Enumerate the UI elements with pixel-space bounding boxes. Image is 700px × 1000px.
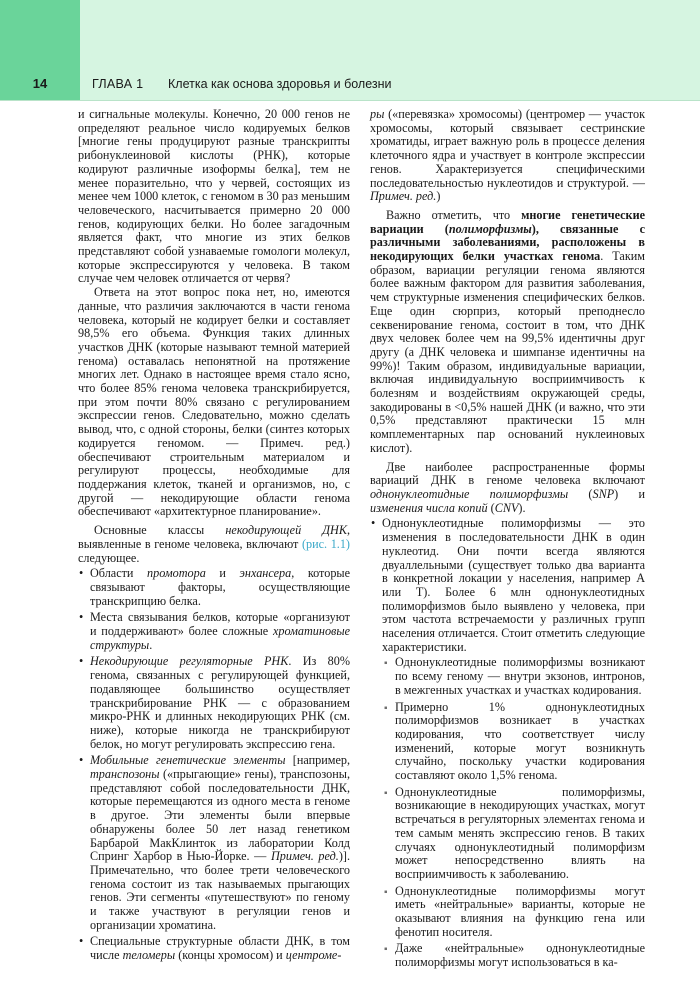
sub-list-item: ▪ Даже «нейтральные» однонуклеотидные полиморфизмы могут использоваться в ка- xyxy=(382,942,645,969)
paragraph: ры («перевязка» хромосомы) (центромер — участок хромосомы, который связывает сестринские хроматиды, играет важную роль в процессе деления клеточного ядра и участвует в контроле экспрессии генов. Характеризуется специфическими последовательностью нуклеотидов и структурой. — Примеч. ред.) xyxy=(370,107,645,204)
noncoding-dna-list xyxy=(78,567,350,963)
sub-list-item: ▪ Однонуклеотидные полиморфизмы возникают по всему геному — внутри экзонов, интронов, в межгенных участках и участках кодирования. xyxy=(382,656,645,697)
paragraph: Две наиболее распространенные формы вариаций ДНК в геноме человека включают однонуклеотидные полиморфизмы (SNP) и изменения числа копий (CNV). xyxy=(370,459,646,515)
chapter-label: ГЛАВА 1 xyxy=(92,77,144,91)
list-item: • Места связывания белков, которые «организуют и поддерживают» более сложные хроматиновые структуры. xyxy=(78,611,350,652)
sub-list-item: ▪ Однонуклеотидные полиморфизмы могут иметь «нейтральные» варианты, которые не оказывают влияния на функцию гена или фенотип носителя. xyxy=(382,885,645,940)
paragraph: Ответа на этот вопрос пока нет, но, имеются данные, что различия заключаются в части генома человека, который не кодирует белки и составляет 98,5% его объема. Функция таких длинных участков ДНК (которые называют темной материей генома) оставалась непонятной на протяжение многих лет. Однако в настоящее время стало ясно, что более 85% генома человека транскрибируется, при этом почти 80% связано с регулированием экспрессии генов. Следовательно, можно сделать вывод, что, с одной стороны, белки (синтез которых кодируется геномом. — Примеч. ред.) обеспечивают строительным материалом и регулируют процессы, необходимые для поддержания клеток, тканей и организмов, но, с другой — некодирующие области генома обеспечивают «архитектурное планирование». xyxy=(78,285,350,519)
right-column xyxy=(370,108,645,973)
paragraph: Важно отметить, что многие генетические вариации (полиморфизмы), связанные с различными заболеваниями, расположены в некодирующих белки участках генома. Таким образом, вариации регуляции генома являются более важным фактором для развития заболевания, чем структурные изменения специфических белков. Еще один сюрприз, который преподнесло секвенирование генома, состоит в том, что ДНК двух человек более чем на 99,5% идентичны друг другу (а ДНК человека и шимпанзе идентичны на 99%)! Таким образом, индивидуальные вариации, включая индивидуальную восприимчивость к болезням и воздействиям окружающей среды, закодированы в <0,5% нашей ДНК (и важно, что эти 0,5% представляют практически 15 млн комплементарных пар оснований нуклеиновых кислот). xyxy=(370,207,646,455)
page-number: 14 xyxy=(32,76,48,91)
list-item: • Некодирующие регуляторные РНК. Из 80% генома, связанных с регулирующей функцией, подавляющее большинство осуществляет транскрибирование РНК — с образованием микро-РНК и длинных некодирующих РНК (см. ниже), которые никогда не транскрибируют белок, но могут регулировать экспрессию гена. xyxy=(78,655,350,751)
list-item: • Области промотора и энхансера, которые связывают факторы, осуществляющие транскрипцию белка. xyxy=(78,567,350,608)
sub-list-item: ▪ Примерно 1% однонуклеотидных полиморфизмов возникает в участках кодирования, что соответствует числу изменений, которые могут возникнуть случайно, поскольку участки кодирования составляют около 1,5% генома. xyxy=(382,701,645,783)
list-item: • Однонуклеотидные полиморфизмы — это изменения в последовательности ДНК в один нуклеотид. Они почти всегда являются двуаллельными (существует только два варианта в конкретной локации у населения, например А или Т). Более 6 млн однонуклеотидных полиморфизмов было выявлено у человека, при этом частота встречаемости у различных групп населения отличается. Стоит отметить следующие характеристики. ▪ Однонуклеотидные полиморфизмы возникают по всему геному — внутри экзонов, интронов, в межгенных участках и участках кодирования. ▪ Примерно 1% однонуклеотидных полиморфизмов возникает в участках кодирования, что соответствует числу изменений, которые могут возникнуть случайно, поскольку участки кодирования составляют около 1,5% генома. ▪ Однонуклеотидные полиморфизмы, возникающие в некодирующих участках, могут встречаться в регуляторных элементах генома и тем самым менять экспрессию генов. В таких случаях однонуклеотидный полиморфизм может непосредственно влиять на восприимчивость к заболеванию. ▪ Однонуклеотидные полиморфизмы могут иметь «нейтральные» варианты, которые не оказывают влияния на функцию гена или фенотип носителя. ▪ Даже «нейтральные» однонуклеотидные полиморфизмы могут использоваться в ка- xyxy=(370,517,645,970)
left-column xyxy=(78,108,350,966)
chapter-title: Клетка как основа здоровья и болезни xyxy=(168,77,392,91)
snp-characteristics-list xyxy=(382,656,645,969)
paragraph: и сигнальные молекулы. Конечно, 20 000 генов не определяют реальное число кодируемых белков [многие гены продуцируют разные транскрипты рибонуклеиновой кислоты (РНК), которые кодируют различные изоформы белка], тем не менее поразительно, что у червей, состоящих из менее чем 1000 клеток, с геномом в 30 раз меньшим человеческого, насчитывается примерно 20 000 генов, кодирующих белки. Но более загадочным является факт, что многие из этих белков представляют собой узнаваемые гомологи молекул, которые экспрессируются у человека. В таком случае чем человек отличается от червя? xyxy=(78,107,350,286)
sub-list-item: ▪ Однонуклеотидные полиморфизмы, возникающие в некодирующих участках, могут встречаться в регуляторных элементах генома и тем самым менять экспрессию генов. В таких случаях однонуклеотидный полиморфизм может непосредственно влиять на восприимчивость к заболеванию. xyxy=(382,786,645,882)
variation-list xyxy=(370,517,645,970)
header-divider xyxy=(0,100,700,101)
list-item: • Мобильные генетические элементы [например, транспозоны («прыгающие» гены), транспозоны, представляют собой последовательности ДНК, которые перемещаются из одного места в геноме в другое. Эти элементы были впервые обнаружены более 50 лет назад генетиком Барбарой МакКлинток из лаборатории Колд Спринг Харбор в Нью-Йорке. — Примеч. ред.)]. Примечательно, что более трети человеческого генома состоит из так называемых прыгающих генов. Эти сегменты «путешествуют» по геному и также участвуют в регуляции генов и организации хроматина. xyxy=(78,754,350,932)
figure-reference-link[interactable]: (рис. 1.1) xyxy=(301,536,350,551)
list-item: • Специальные структурные области ДНК, в том числе теломеры (концы хромосом) и центроме- xyxy=(78,935,350,962)
paragraph: Основные классы некодирующей ДНК, выявленные в геноме человека, включают (рис. 1.1) следующее. xyxy=(78,523,350,565)
